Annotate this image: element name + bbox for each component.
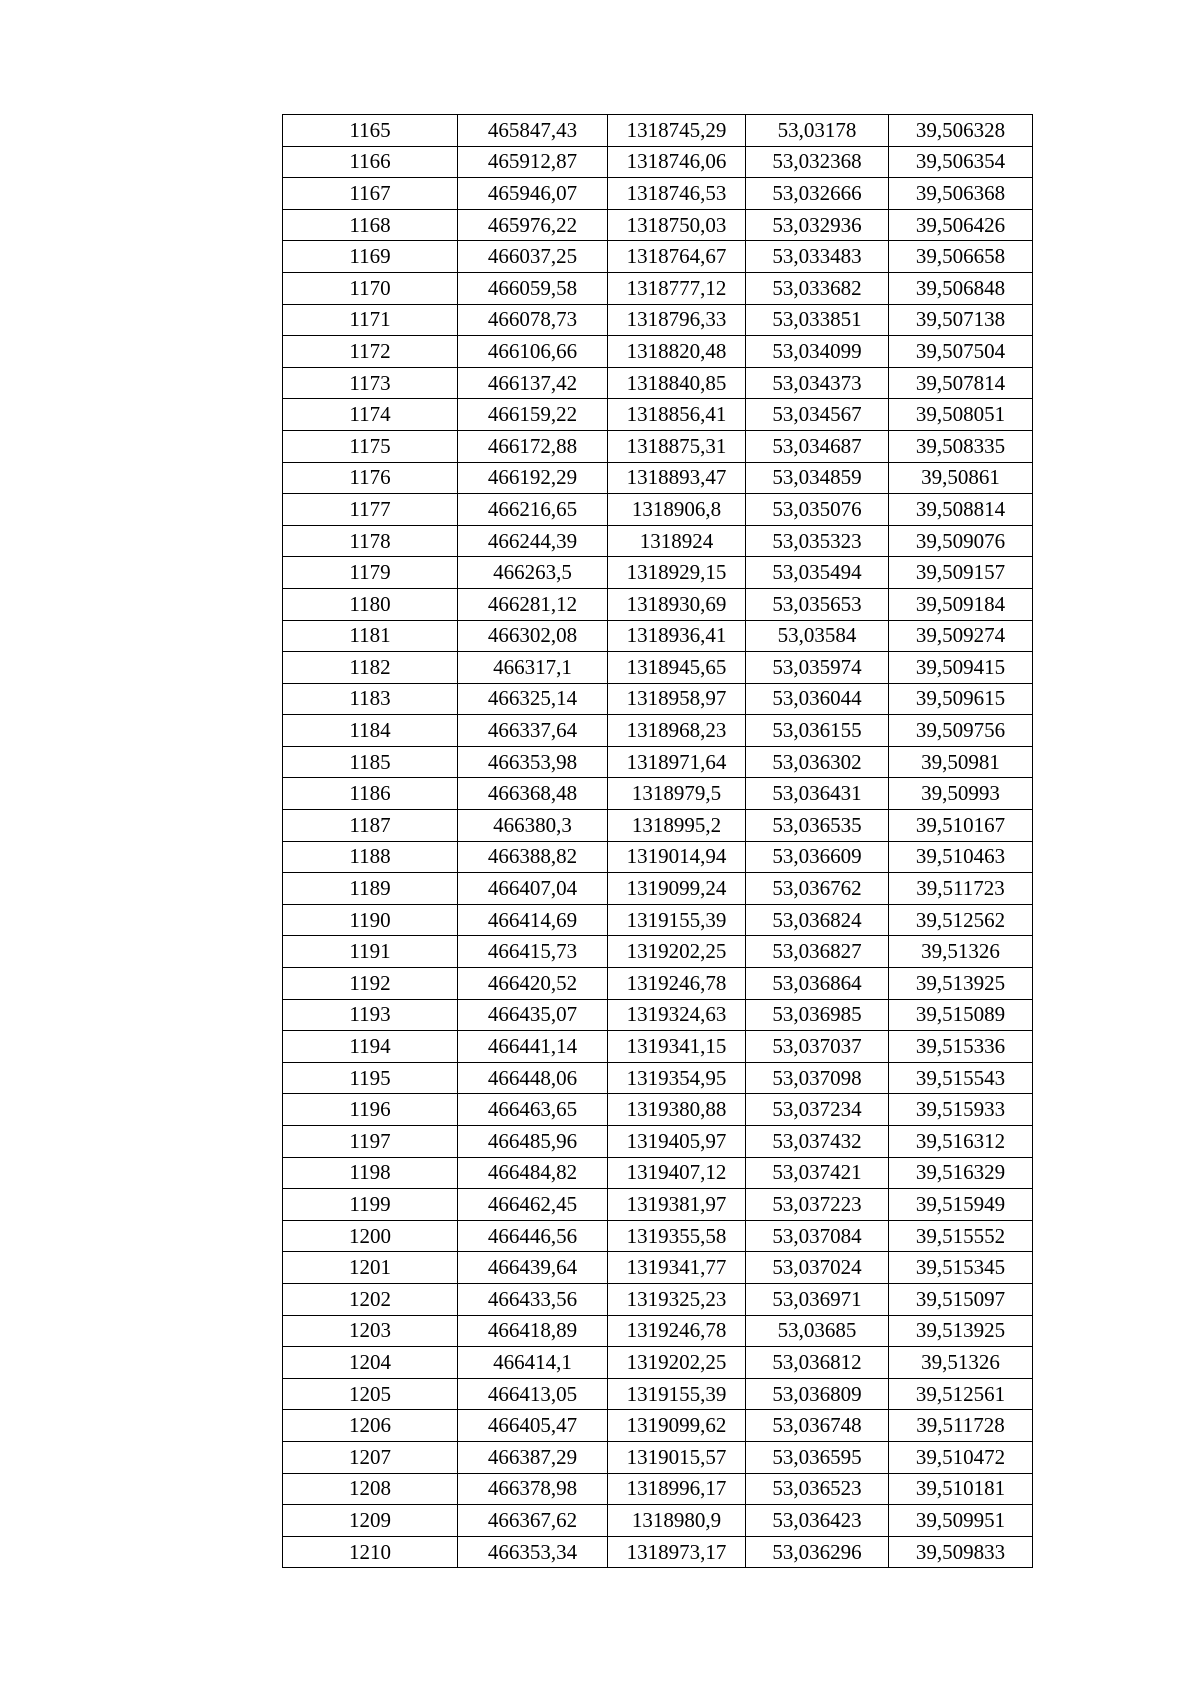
point-number-cell: 1190 bbox=[283, 904, 458, 936]
x-coordinate-cell: 466159,22 bbox=[458, 399, 608, 431]
point-number-cell: 1198 bbox=[283, 1157, 458, 1189]
table-row bbox=[283, 336, 1033, 368]
point-number-cell: 1206 bbox=[283, 1410, 458, 1442]
point-number-cell: 1177 bbox=[283, 494, 458, 526]
x-coordinate-cell: 466414,1 bbox=[458, 1347, 608, 1379]
table-row bbox=[283, 1031, 1033, 1063]
x-coordinate-cell: 466435,07 bbox=[458, 999, 608, 1031]
longitude-cell: 39,51326 bbox=[889, 936, 1033, 968]
point-number-cell: 1200 bbox=[283, 1220, 458, 1252]
y-coordinate-cell: 1319341,15 bbox=[608, 1031, 746, 1063]
y-coordinate-cell: 1319202,25 bbox=[608, 936, 746, 968]
x-coordinate-cell: 466244,39 bbox=[458, 525, 608, 557]
longitude-cell: 39,506328 bbox=[889, 115, 1033, 147]
y-coordinate-cell: 1318979,5 bbox=[608, 778, 746, 810]
point-number-cell: 1173 bbox=[283, 367, 458, 399]
x-coordinate-cell: 466446,56 bbox=[458, 1220, 608, 1252]
table-row bbox=[283, 241, 1033, 273]
x-coordinate-cell: 466380,3 bbox=[458, 810, 608, 842]
longitude-cell: 39,516329 bbox=[889, 1157, 1033, 1189]
latitude-cell: 53,037234 bbox=[746, 1094, 889, 1126]
longitude-cell: 39,510472 bbox=[889, 1441, 1033, 1473]
longitude-cell: 39,506368 bbox=[889, 178, 1033, 210]
latitude-cell: 53,037223 bbox=[746, 1189, 889, 1221]
coordinates-table-body bbox=[283, 115, 1033, 1568]
latitude-cell: 53,03584 bbox=[746, 620, 889, 652]
longitude-cell: 39,515336 bbox=[889, 1031, 1033, 1063]
latitude-cell: 53,037084 bbox=[746, 1220, 889, 1252]
point-number-cell: 1180 bbox=[283, 588, 458, 620]
y-coordinate-cell: 1319155,39 bbox=[608, 904, 746, 936]
table-row bbox=[283, 873, 1033, 905]
x-coordinate-cell: 466281,12 bbox=[458, 588, 608, 620]
y-coordinate-cell: 1318746,53 bbox=[608, 178, 746, 210]
y-coordinate-cell: 1319202,25 bbox=[608, 1347, 746, 1379]
point-number-cell: 1187 bbox=[283, 810, 458, 842]
point-number-cell: 1179 bbox=[283, 557, 458, 589]
point-number-cell: 1172 bbox=[283, 336, 458, 368]
latitude-cell: 53,036809 bbox=[746, 1378, 889, 1410]
longitude-cell: 39,508051 bbox=[889, 399, 1033, 431]
y-coordinate-cell: 1319099,62 bbox=[608, 1410, 746, 1442]
table-row bbox=[283, 1283, 1033, 1315]
longitude-cell: 39,51326 bbox=[889, 1347, 1033, 1379]
y-coordinate-cell: 1318796,33 bbox=[608, 304, 746, 336]
table-row bbox=[283, 1315, 1033, 1347]
x-coordinate-cell: 466415,73 bbox=[458, 936, 608, 968]
longitude-cell: 39,506658 bbox=[889, 241, 1033, 273]
latitude-cell: 53,036609 bbox=[746, 841, 889, 873]
point-number-cell: 1204 bbox=[283, 1347, 458, 1379]
table-row bbox=[283, 999, 1033, 1031]
point-number-cell: 1207 bbox=[283, 1441, 458, 1473]
point-number-cell: 1167 bbox=[283, 178, 458, 210]
table-row bbox=[283, 115, 1033, 147]
latitude-cell: 53,036827 bbox=[746, 936, 889, 968]
latitude-cell: 53,034373 bbox=[746, 367, 889, 399]
x-coordinate-cell: 465946,07 bbox=[458, 178, 608, 210]
table-row bbox=[283, 304, 1033, 336]
x-coordinate-cell: 466388,82 bbox=[458, 841, 608, 873]
latitude-cell: 53,035653 bbox=[746, 588, 889, 620]
x-coordinate-cell: 466418,89 bbox=[458, 1315, 608, 1347]
latitude-cell: 53,035076 bbox=[746, 494, 889, 526]
point-number-cell: 1181 bbox=[283, 620, 458, 652]
longitude-cell: 39,512561 bbox=[889, 1378, 1033, 1410]
table-row bbox=[283, 1220, 1033, 1252]
longitude-cell: 39,508335 bbox=[889, 430, 1033, 462]
y-coordinate-cell: 1318958,97 bbox=[608, 683, 746, 715]
y-coordinate-cell: 1318893,47 bbox=[608, 462, 746, 494]
latitude-cell: 53,035323 bbox=[746, 525, 889, 557]
point-number-cell: 1184 bbox=[283, 715, 458, 747]
x-coordinate-cell: 466407,04 bbox=[458, 873, 608, 905]
point-number-cell: 1182 bbox=[283, 652, 458, 684]
latitude-cell: 53,03685 bbox=[746, 1315, 889, 1347]
longitude-cell: 39,516312 bbox=[889, 1126, 1033, 1158]
longitude-cell: 39,506354 bbox=[889, 146, 1033, 178]
table-row bbox=[283, 652, 1033, 684]
x-coordinate-cell: 465847,43 bbox=[458, 115, 608, 147]
latitude-cell: 53,036296 bbox=[746, 1536, 889, 1568]
y-coordinate-cell: 1318840,85 bbox=[608, 367, 746, 399]
latitude-cell: 53,036423 bbox=[746, 1505, 889, 1537]
longitude-cell: 39,506426 bbox=[889, 209, 1033, 241]
y-coordinate-cell: 1319407,12 bbox=[608, 1157, 746, 1189]
y-coordinate-cell: 1318936,41 bbox=[608, 620, 746, 652]
table-row bbox=[283, 178, 1033, 210]
x-coordinate-cell: 465912,87 bbox=[458, 146, 608, 178]
latitude-cell: 53,036864 bbox=[746, 968, 889, 1000]
latitude-cell: 53,036762 bbox=[746, 873, 889, 905]
latitude-cell: 53,032368 bbox=[746, 146, 889, 178]
table-row bbox=[283, 683, 1033, 715]
y-coordinate-cell: 1319246,78 bbox=[608, 968, 746, 1000]
y-coordinate-cell: 1318996,17 bbox=[608, 1473, 746, 1505]
y-coordinate-cell: 1319355,58 bbox=[608, 1220, 746, 1252]
y-coordinate-cell: 1319325,23 bbox=[608, 1283, 746, 1315]
longitude-cell: 39,515933 bbox=[889, 1094, 1033, 1126]
table-row bbox=[283, 1347, 1033, 1379]
point-number-cell: 1209 bbox=[283, 1505, 458, 1537]
longitude-cell: 39,509184 bbox=[889, 588, 1033, 620]
point-number-cell: 1191 bbox=[283, 936, 458, 968]
point-number-cell: 1171 bbox=[283, 304, 458, 336]
point-number-cell: 1186 bbox=[283, 778, 458, 810]
longitude-cell: 39,509157 bbox=[889, 557, 1033, 589]
table-row bbox=[283, 430, 1033, 462]
table-row bbox=[283, 1062, 1033, 1094]
table-row bbox=[283, 620, 1033, 652]
table-row bbox=[283, 272, 1033, 304]
longitude-cell: 39,509415 bbox=[889, 652, 1033, 684]
point-number-cell: 1165 bbox=[283, 115, 458, 147]
x-coordinate-cell: 466463,65 bbox=[458, 1094, 608, 1126]
longitude-cell: 39,515949 bbox=[889, 1189, 1033, 1221]
latitude-cell: 53,036812 bbox=[746, 1347, 889, 1379]
y-coordinate-cell: 1318750,03 bbox=[608, 209, 746, 241]
table-row bbox=[283, 1441, 1033, 1473]
latitude-cell: 53,037432 bbox=[746, 1126, 889, 1158]
longitude-cell: 39,507504 bbox=[889, 336, 1033, 368]
table-row bbox=[283, 904, 1033, 936]
latitude-cell: 53,037421 bbox=[746, 1157, 889, 1189]
table-row bbox=[283, 1126, 1033, 1158]
table-row bbox=[283, 588, 1033, 620]
latitude-cell: 53,036985 bbox=[746, 999, 889, 1031]
latitude-cell: 53,036748 bbox=[746, 1410, 889, 1442]
y-coordinate-cell: 1319341,77 bbox=[608, 1252, 746, 1284]
y-coordinate-cell: 1319381,97 bbox=[608, 1189, 746, 1221]
table-row bbox=[283, 936, 1033, 968]
longitude-cell: 39,513925 bbox=[889, 968, 1033, 1000]
table-row bbox=[283, 1157, 1033, 1189]
y-coordinate-cell: 1319354,95 bbox=[608, 1062, 746, 1094]
table-row bbox=[283, 462, 1033, 494]
point-number-cell: 1168 bbox=[283, 209, 458, 241]
table-row bbox=[283, 1189, 1033, 1221]
point-number-cell: 1203 bbox=[283, 1315, 458, 1347]
table-row bbox=[283, 841, 1033, 873]
latitude-cell: 53,034567 bbox=[746, 399, 889, 431]
table-row bbox=[283, 557, 1033, 589]
latitude-cell: 53,036523 bbox=[746, 1473, 889, 1505]
point-number-cell: 1169 bbox=[283, 241, 458, 273]
table-row bbox=[283, 209, 1033, 241]
x-coordinate-cell: 466414,69 bbox=[458, 904, 608, 936]
y-coordinate-cell: 1318745,29 bbox=[608, 115, 746, 147]
latitude-cell: 53,037098 bbox=[746, 1062, 889, 1094]
latitude-cell: 53,035974 bbox=[746, 652, 889, 684]
y-coordinate-cell: 1319014,94 bbox=[608, 841, 746, 873]
y-coordinate-cell: 1318777,12 bbox=[608, 272, 746, 304]
point-number-cell: 1170 bbox=[283, 272, 458, 304]
x-coordinate-cell: 466378,98 bbox=[458, 1473, 608, 1505]
longitude-cell: 39,511728 bbox=[889, 1410, 1033, 1442]
y-coordinate-cell: 1318764,67 bbox=[608, 241, 746, 273]
longitude-cell: 39,515089 bbox=[889, 999, 1033, 1031]
x-coordinate-cell: 466433,56 bbox=[458, 1283, 608, 1315]
x-coordinate-cell: 466078,73 bbox=[458, 304, 608, 336]
y-coordinate-cell: 1318971,64 bbox=[608, 746, 746, 778]
table-row bbox=[283, 1252, 1033, 1284]
table-row bbox=[283, 525, 1033, 557]
point-number-cell: 1188 bbox=[283, 841, 458, 873]
x-coordinate-cell: 466325,14 bbox=[458, 683, 608, 715]
x-coordinate-cell: 466172,88 bbox=[458, 430, 608, 462]
table-row bbox=[283, 715, 1033, 747]
point-number-cell: 1183 bbox=[283, 683, 458, 715]
y-coordinate-cell: 1318973,17 bbox=[608, 1536, 746, 1568]
table-row bbox=[283, 146, 1033, 178]
point-number-cell: 1176 bbox=[283, 462, 458, 494]
latitude-cell: 53,035494 bbox=[746, 557, 889, 589]
latitude-cell: 53,033851 bbox=[746, 304, 889, 336]
y-coordinate-cell: 1318995,2 bbox=[608, 810, 746, 842]
longitude-cell: 39,511723 bbox=[889, 873, 1033, 905]
x-coordinate-cell: 466462,45 bbox=[458, 1189, 608, 1221]
latitude-cell: 53,032666 bbox=[746, 178, 889, 210]
point-number-cell: 1196 bbox=[283, 1094, 458, 1126]
table-row bbox=[283, 968, 1033, 1000]
point-number-cell: 1189 bbox=[283, 873, 458, 905]
longitude-cell: 39,515345 bbox=[889, 1252, 1033, 1284]
x-coordinate-cell: 466337,64 bbox=[458, 715, 608, 747]
x-coordinate-cell: 466413,05 bbox=[458, 1378, 608, 1410]
longitude-cell: 39,507814 bbox=[889, 367, 1033, 399]
latitude-cell: 53,036824 bbox=[746, 904, 889, 936]
x-coordinate-cell: 466367,62 bbox=[458, 1505, 608, 1537]
point-number-cell: 1205 bbox=[283, 1378, 458, 1410]
table-row bbox=[283, 1473, 1033, 1505]
x-coordinate-cell: 466263,5 bbox=[458, 557, 608, 589]
latitude-cell: 53,033483 bbox=[746, 241, 889, 273]
table-row bbox=[283, 746, 1033, 778]
table-row bbox=[283, 1094, 1033, 1126]
x-coordinate-cell: 466317,1 bbox=[458, 652, 608, 684]
latitude-cell: 53,036535 bbox=[746, 810, 889, 842]
point-number-cell: 1208 bbox=[283, 1473, 458, 1505]
point-number-cell: 1194 bbox=[283, 1031, 458, 1063]
x-coordinate-cell: 466216,65 bbox=[458, 494, 608, 526]
x-coordinate-cell: 466059,58 bbox=[458, 272, 608, 304]
x-coordinate-cell: 466192,29 bbox=[458, 462, 608, 494]
y-coordinate-cell: 1319015,57 bbox=[608, 1441, 746, 1473]
table-row bbox=[283, 367, 1033, 399]
x-coordinate-cell: 466137,42 bbox=[458, 367, 608, 399]
latitude-cell: 53,037024 bbox=[746, 1252, 889, 1284]
longitude-cell: 39,509833 bbox=[889, 1536, 1033, 1568]
point-number-cell: 1166 bbox=[283, 146, 458, 178]
y-coordinate-cell: 1318820,48 bbox=[608, 336, 746, 368]
point-number-cell: 1192 bbox=[283, 968, 458, 1000]
y-coordinate-cell: 1318945,65 bbox=[608, 652, 746, 684]
point-number-cell: 1175 bbox=[283, 430, 458, 462]
table-row bbox=[283, 1378, 1033, 1410]
latitude-cell: 53,036302 bbox=[746, 746, 889, 778]
y-coordinate-cell: 1318906,8 bbox=[608, 494, 746, 526]
latitude-cell: 53,036431 bbox=[746, 778, 889, 810]
latitude-cell: 53,034687 bbox=[746, 430, 889, 462]
longitude-cell: 39,510181 bbox=[889, 1473, 1033, 1505]
longitude-cell: 39,507138 bbox=[889, 304, 1033, 336]
point-number-cell: 1195 bbox=[283, 1062, 458, 1094]
x-coordinate-cell: 466441,14 bbox=[458, 1031, 608, 1063]
y-coordinate-cell: 1318746,06 bbox=[608, 146, 746, 178]
coordinates-table bbox=[282, 114, 1033, 1568]
x-coordinate-cell: 466420,52 bbox=[458, 968, 608, 1000]
latitude-cell: 53,037037 bbox=[746, 1031, 889, 1063]
point-number-cell: 1174 bbox=[283, 399, 458, 431]
table-row bbox=[283, 810, 1033, 842]
table-row bbox=[283, 399, 1033, 431]
y-coordinate-cell: 1318856,41 bbox=[608, 399, 746, 431]
table-row bbox=[283, 494, 1033, 526]
point-number-cell: 1178 bbox=[283, 525, 458, 557]
x-coordinate-cell: 466353,98 bbox=[458, 746, 608, 778]
latitude-cell: 53,034859 bbox=[746, 462, 889, 494]
table-row bbox=[283, 1536, 1033, 1568]
point-number-cell: 1199 bbox=[283, 1189, 458, 1221]
latitude-cell: 53,032936 bbox=[746, 209, 889, 241]
y-coordinate-cell: 1319155,39 bbox=[608, 1378, 746, 1410]
y-coordinate-cell: 1318875,31 bbox=[608, 430, 746, 462]
x-coordinate-cell: 466439,64 bbox=[458, 1252, 608, 1284]
y-coordinate-cell: 1319099,24 bbox=[608, 873, 746, 905]
y-coordinate-cell: 1318930,69 bbox=[608, 588, 746, 620]
x-coordinate-cell: 466037,25 bbox=[458, 241, 608, 273]
longitude-cell: 39,509274 bbox=[889, 620, 1033, 652]
point-number-cell: 1201 bbox=[283, 1252, 458, 1284]
x-coordinate-cell: 466387,29 bbox=[458, 1441, 608, 1473]
longitude-cell: 39,509076 bbox=[889, 525, 1033, 557]
y-coordinate-cell: 1319324,63 bbox=[608, 999, 746, 1031]
latitude-cell: 53,036044 bbox=[746, 683, 889, 715]
table-row bbox=[283, 778, 1033, 810]
point-number-cell: 1197 bbox=[283, 1126, 458, 1158]
longitude-cell: 39,509756 bbox=[889, 715, 1033, 747]
y-coordinate-cell: 1318924 bbox=[608, 525, 746, 557]
point-number-cell: 1202 bbox=[283, 1283, 458, 1315]
longitude-cell: 39,50861 bbox=[889, 462, 1033, 494]
point-number-cell: 1193 bbox=[283, 999, 458, 1031]
longitude-cell: 39,512562 bbox=[889, 904, 1033, 936]
longitude-cell: 39,50981 bbox=[889, 746, 1033, 778]
y-coordinate-cell: 1319380,88 bbox=[608, 1094, 746, 1126]
y-coordinate-cell: 1319246,78 bbox=[608, 1315, 746, 1347]
x-coordinate-cell: 466448,06 bbox=[458, 1062, 608, 1094]
longitude-cell: 39,509951 bbox=[889, 1505, 1033, 1537]
y-coordinate-cell: 1319405,97 bbox=[608, 1126, 746, 1158]
x-coordinate-cell: 466106,66 bbox=[458, 336, 608, 368]
table-row bbox=[283, 1410, 1033, 1442]
longitude-cell: 39,515097 bbox=[889, 1283, 1033, 1315]
longitude-cell: 39,515543 bbox=[889, 1062, 1033, 1094]
y-coordinate-cell: 1318929,15 bbox=[608, 557, 746, 589]
longitude-cell: 39,509615 bbox=[889, 683, 1033, 715]
latitude-cell: 53,033682 bbox=[746, 272, 889, 304]
point-number-cell: 1210 bbox=[283, 1536, 458, 1568]
longitude-cell: 39,506848 bbox=[889, 272, 1033, 304]
x-coordinate-cell: 466368,48 bbox=[458, 778, 608, 810]
x-coordinate-cell: 466484,82 bbox=[458, 1157, 608, 1189]
x-coordinate-cell: 466353,34 bbox=[458, 1536, 608, 1568]
y-coordinate-cell: 1318980,9 bbox=[608, 1505, 746, 1537]
longitude-cell: 39,510167 bbox=[889, 810, 1033, 842]
longitude-cell: 39,513925 bbox=[889, 1315, 1033, 1347]
table-row bbox=[283, 1505, 1033, 1537]
longitude-cell: 39,50993 bbox=[889, 778, 1033, 810]
latitude-cell: 53,03178 bbox=[746, 115, 889, 147]
x-coordinate-cell: 465976,22 bbox=[458, 209, 608, 241]
x-coordinate-cell: 466485,96 bbox=[458, 1126, 608, 1158]
longitude-cell: 39,508814 bbox=[889, 494, 1033, 526]
x-coordinate-cell: 466302,08 bbox=[458, 620, 608, 652]
y-coordinate-cell: 1318968,23 bbox=[608, 715, 746, 747]
latitude-cell: 53,036595 bbox=[746, 1441, 889, 1473]
point-number-cell: 1185 bbox=[283, 746, 458, 778]
x-coordinate-cell: 466405,47 bbox=[458, 1410, 608, 1442]
latitude-cell: 53,036971 bbox=[746, 1283, 889, 1315]
latitude-cell: 53,036155 bbox=[746, 715, 889, 747]
latitude-cell: 53,034099 bbox=[746, 336, 889, 368]
longitude-cell: 39,510463 bbox=[889, 841, 1033, 873]
longitude-cell: 39,515552 bbox=[889, 1220, 1033, 1252]
